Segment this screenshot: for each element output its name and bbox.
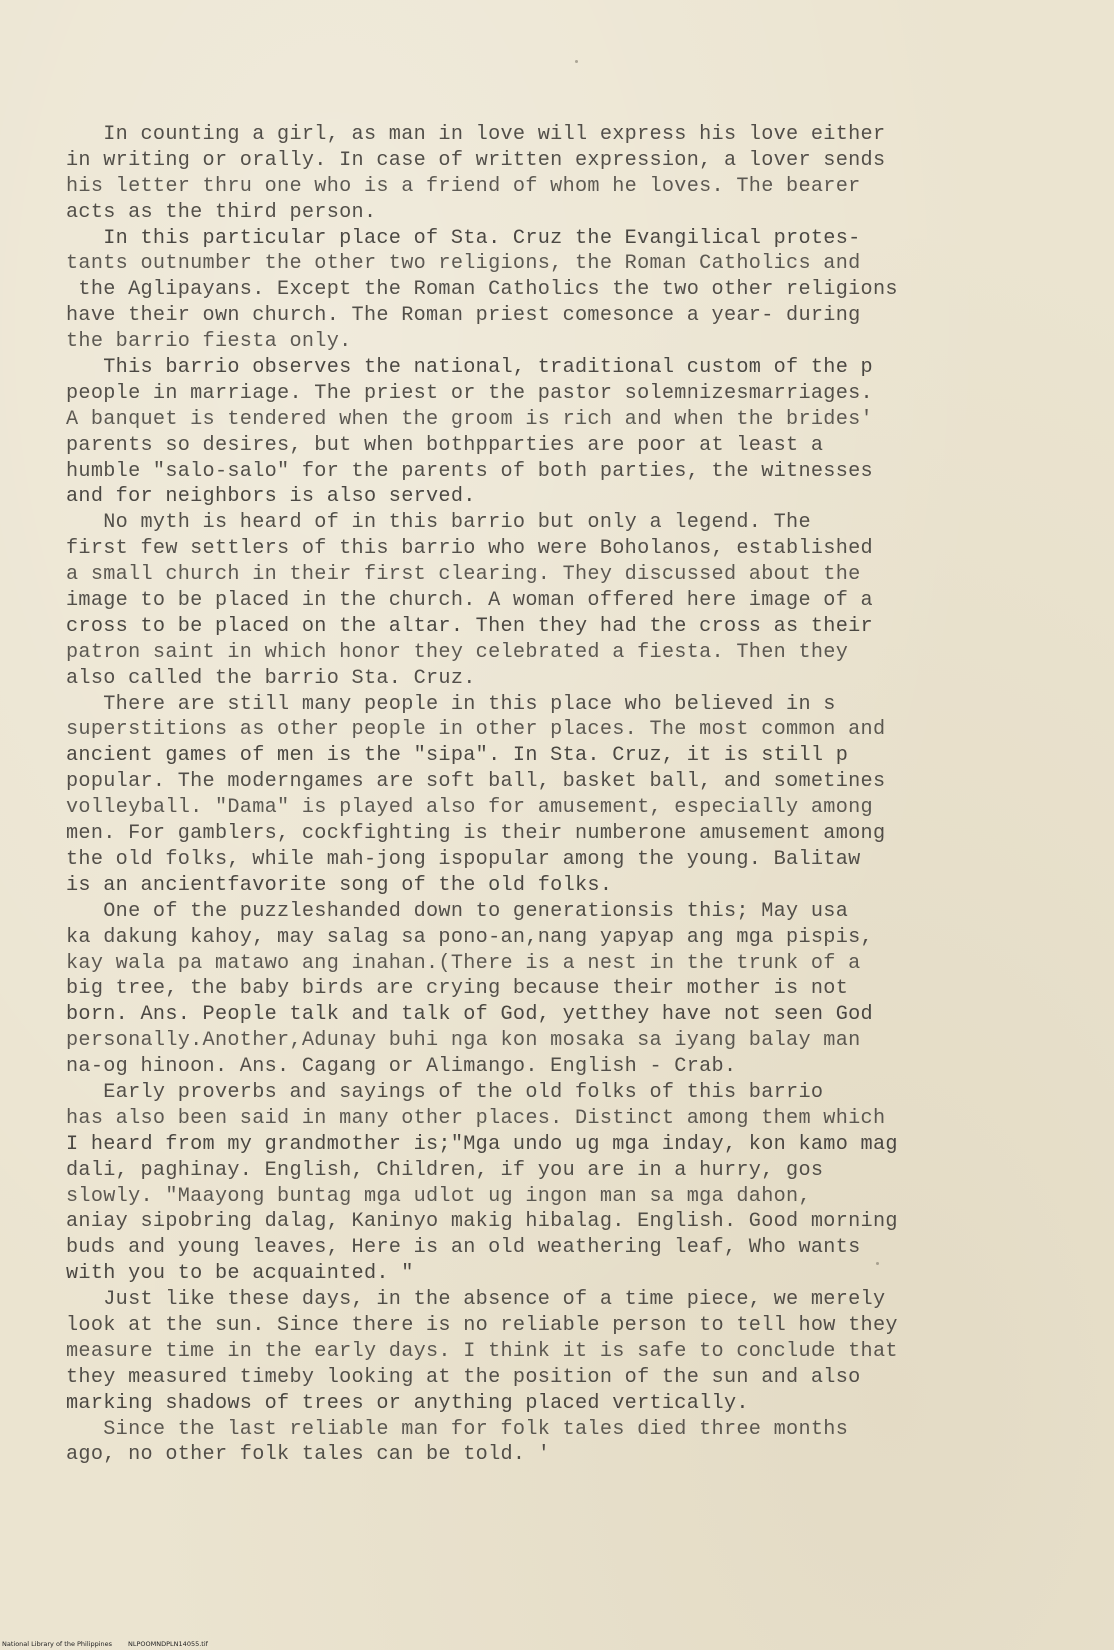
text-line: a small church in their first clearing. They discussed about the bbox=[66, 563, 861, 587]
text-line: kay wala pa matawo ang inahan.(There is a nest in the trunk of a bbox=[66, 951, 861, 975]
text-line: humble "salo-salo" for the parents of both parties, the witnesses bbox=[66, 459, 873, 483]
text-line: the old folks, while mah-jong ispopular among the young. Balitaw bbox=[66, 847, 861, 871]
text-line: buds and young leaves, Here is an old weathering leaf, Who wants bbox=[66, 1236, 861, 1260]
text-line: acts as the third person. bbox=[66, 200, 377, 224]
text-line: There are still many people in this place who believed in s bbox=[66, 692, 836, 716]
text-line: I heard from my grandmother is;"Mga undo ug mga inday, kon kamo mag bbox=[66, 1132, 898, 1156]
text-line: cross to be placed on the altar. Then they had the cross as their bbox=[66, 614, 873, 638]
text-line: is an ancientfavorite song of the old folks. bbox=[66, 873, 613, 897]
text-line: ago, no other folk tales can be told. ' bbox=[66, 1443, 551, 1467]
text-line: the barrio fiesta only. bbox=[66, 330, 352, 354]
text-line: has also been said in many other places. Distinct among them which bbox=[66, 1106, 886, 1130]
text-line: also called the barrio Sta. Cruz. bbox=[66, 666, 476, 690]
text-line: One of the puzzleshanded down to generationsis this; May usa bbox=[66, 899, 849, 923]
text-line: patron saint in which honor they celebrated a fiesta. Then they bbox=[66, 640, 849, 664]
text-line: image to be placed in the church. A woman offered here image of a bbox=[66, 589, 873, 613]
text-line: In counting a girl, as man in love will express his love either bbox=[66, 123, 886, 146]
text-line: and for neighbors is also served. bbox=[66, 485, 476, 509]
text-line: big tree, the baby birds are crying because their mother is not bbox=[66, 977, 849, 1001]
library-credit: National Library of the Philippines bbox=[2, 1640, 113, 1648]
text-line: men. For gamblers, cockfighting is their numberone amusement among bbox=[66, 822, 886, 846]
paper-speck bbox=[876, 1262, 879, 1265]
scan-footer bbox=[2, 1640, 224, 1648]
text-line: with you to be acquainted. " bbox=[66, 1262, 414, 1286]
text-line: they measured timeby looking at the position of the sun and also bbox=[66, 1365, 861, 1389]
text-line: tants outnumber the other two religions, the Roman Catholics and bbox=[66, 252, 861, 276]
text-line: Early proverbs and sayings of the old folks of this barrio bbox=[66, 1080, 824, 1104]
text-line: popular. The moderngames are soft ball, basket ball, and sometines bbox=[66, 770, 886, 794]
text-line: his letter thru one who is a friend of whom he loves. The bearer bbox=[66, 174, 861, 198]
text-line: parents so desires, but when bothpparties are poor at least a bbox=[66, 433, 824, 457]
text-line: na-og hinoon. Ans. Cagang or Alimango. English - Crab. bbox=[66, 1055, 737, 1079]
text-line: ancient games of men is the "sipa". In Sta. Cruz, it is still p bbox=[66, 744, 849, 768]
text-line: first few settlers of this barrio who were Boholanos, established bbox=[66, 537, 873, 561]
scan-filename: NLPOOMNDPLN14055.tif bbox=[128, 1640, 208, 1648]
text-line: Since the last reliable man for folk tales died three months bbox=[66, 1417, 849, 1441]
text-line: In this particular place of Sta. Cruz the Evangilical protes- bbox=[66, 226, 861, 250]
text-line: Just like these days, in the absence of a time piece, we merely bbox=[66, 1288, 886, 1312]
text-line: marking shadows of trees or anything placed vertically. bbox=[66, 1391, 749, 1415]
text-line: measure time in the early days. I think it is safe to conclude that bbox=[66, 1339, 898, 1363]
text-line: the Aglipayans. Except the Roman Catholics the two other religions bbox=[66, 278, 898, 302]
text-line: dali, paghinay. English, Children, if you are in a hurry, gos bbox=[66, 1158, 824, 1182]
text-line: This barrio observes the national, traditional custom of the p bbox=[66, 356, 873, 380]
text-line: aniay sipobring dalag, Kaninyo makig hibalag. English. Good morning bbox=[66, 1210, 898, 1234]
text-line: personally.Another,Adunay buhi nga kon mosaka sa iyang balay man bbox=[66, 1029, 861, 1053]
typewritten-body bbox=[66, 122, 1106, 1468]
paper-speck bbox=[575, 60, 578, 63]
text-line: born. Ans. People talk and talk of God, yetthey have not seen God bbox=[66, 1003, 873, 1027]
text-line: in writing or orally. In case of written expression, a lover sends bbox=[66, 148, 886, 172]
text-line: have their own church. The Roman priest comesonce a year- during bbox=[66, 304, 861, 328]
text-line: A banquet is tendered when the groom is rich and when the brides' bbox=[66, 407, 873, 431]
text-line: ka dakung kahoy, may salag sa pono-an,nang yapyap ang mga pispis, bbox=[66, 925, 873, 949]
text-line: people in marriage. The priest or the pastor solemnizesmarriages. bbox=[66, 381, 873, 405]
text-line: look at the sun. Since there is no reliable person to tell how they bbox=[66, 1313, 898, 1337]
text-line: volleyball. "Dama" is played also for amusement, especially among bbox=[66, 796, 873, 820]
text-line: superstitions as other people in other places. The most common and bbox=[66, 718, 886, 742]
text-line: slowly. "Maayong buntag mga udlot ug ingon man sa mga dahon, bbox=[66, 1184, 811, 1208]
text-line: No myth is heard of in this barrio but only a legend. The bbox=[66, 511, 811, 535]
